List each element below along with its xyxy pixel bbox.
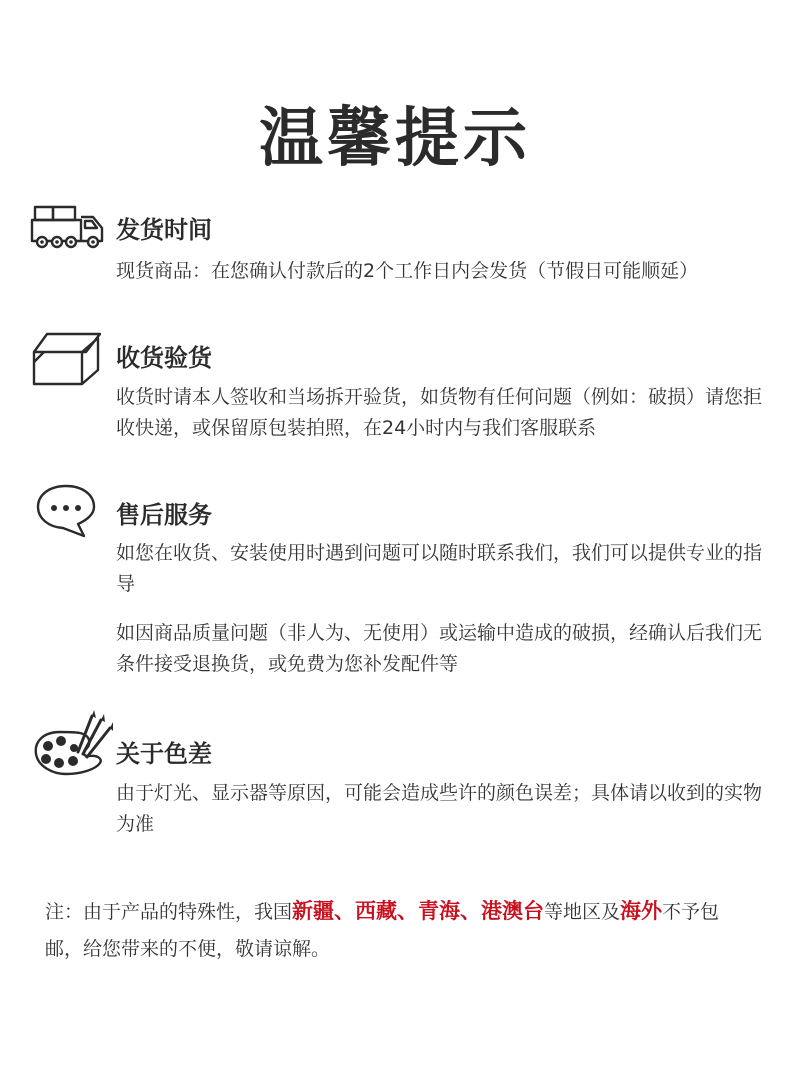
delivery-truck-icon — [30, 204, 106, 254]
page-title: 温馨提示 — [259, 102, 531, 176]
section-heading: 关于色差 — [116, 740, 212, 768]
note-middle: 等地区及 — [544, 901, 621, 923]
shipping-restriction-note — [45, 893, 755, 968]
section-text: 如您在收货、安装使用时遇到问题可以随时联系我们，我们可以提供专业的指导 — [116, 542, 763, 595]
overseas-label: 海外 — [620, 899, 663, 923]
chat-bubble-icon — [30, 482, 102, 544]
section-text: 由于灯光、显示器等原因，可能会造成些许的颜色误差；具体请以收到的实物为准 — [116, 782, 763, 835]
note-suffix: 不予包邮，给您带来的不便，敬请谅解。 — [45, 901, 720, 960]
package-box-icon — [30, 330, 102, 390]
note-prefix: 注：由于产品的特殊性，我国 — [45, 901, 293, 923]
section-text: 现货商品：在您确认付款后的2个工作日内会发货（节假日可能顺延） — [116, 260, 699, 282]
section-text: 收货时请本人签收和当场拆开验货，如货物有任何问题（例如：破损）请您拒收快递，或保留原包装拍照，在24小时内与我们客服联系 — [116, 386, 763, 439]
paint-palette-icon — [30, 708, 114, 784]
excluded-regions: 新疆、西藏、青海、港澳台 — [292, 899, 545, 923]
section-heading: 发货时间 — [116, 216, 212, 244]
section-text: 如因商品质量问题（非人为、无使用）或运输中造成的破损，经确认后我们无条件接受退换货，或免费为您补发配件等 — [116, 622, 763, 675]
section-heading: 售后服务 — [116, 501, 212, 529]
section-heading: 收货验货 — [116, 344, 212, 372]
